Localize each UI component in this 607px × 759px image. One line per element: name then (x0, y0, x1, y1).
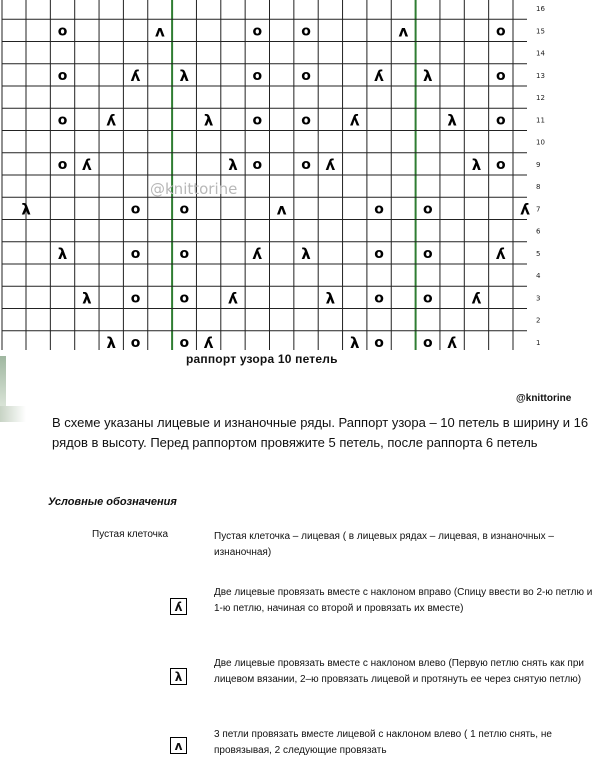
legend-title: Условные обозначения (48, 496, 177, 508)
yarn-over-symbol: o (130, 201, 141, 218)
row-number: 5 (536, 249, 541, 258)
pattern-description: В схеме указаны лицевые и изнаночные ряды. Раппорт узора – 10 петель в ширину и 16 рядов в высоту. Перед раппортом провяжите 5 петель, после раппорта 6 петель (52, 415, 589, 450)
k2tog-left-symbol: λ (106, 333, 116, 350)
k3tog-symbol: ʌ (155, 22, 165, 41)
yarn-over-symbol: o (57, 112, 68, 129)
k2tog-right-symbol: ʎ (520, 200, 531, 219)
k2tog-right-symbol: ʎ (495, 244, 506, 263)
yarn-over-symbol: o (301, 67, 311, 84)
k2tog-left-symbol: λ (82, 289, 92, 308)
yarn-over-symbol: o (252, 67, 263, 84)
yarn-over-symbol: o (57, 156, 68, 173)
author-credit: @knittorine (516, 393, 572, 404)
yarn-over-symbol: o (179, 290, 190, 307)
knitting-chart (0, 0, 607, 350)
yarn-over-symbol: o (130, 334, 141, 350)
row-number: 11 (536, 116, 545, 125)
row-number: 13 (536, 71, 545, 80)
row-number: 14 (536, 49, 545, 58)
row-number: 16 (536, 5, 545, 14)
row-number: 10 (536, 138, 545, 147)
yarn-over-symbol: o (422, 201, 433, 218)
legend-symbol-k2tog-left: λ (170, 668, 187, 685)
legend-symbol-k3tog-left: ʌ (170, 737, 187, 754)
k2tog-left-symbol: λ (203, 111, 214, 130)
k2tog-left-symbol: λ (423, 66, 433, 85)
k2tog-right-symbol: ʎ (130, 66, 141, 85)
row-number: 2 (536, 316, 541, 325)
k3tog-symbol: ʌ (276, 200, 287, 219)
k3tog-symbol: ʌ (398, 22, 409, 41)
yarn-over-symbol: o (130, 290, 141, 307)
yarn-over-symbol: o (496, 23, 506, 40)
k2tog-right-symbol: ʎ (81, 155, 92, 174)
k2tog-left-symbol: λ (471, 155, 482, 174)
yarn-over-symbol: o (252, 156, 263, 173)
k2tog-left-symbol: λ (57, 244, 68, 263)
yarn-over-symbol: o (301, 156, 311, 173)
row-number: 9 (536, 160, 541, 169)
legend-label-empty-cell: Пустая клеточка (92, 529, 169, 540)
yarn-over-symbol: o (252, 112, 263, 129)
k2tog-left-symbol: λ (325, 289, 336, 308)
legend-desc-k2tog-left: Две лицевые провязать вместе с наклоном влево (Первую петлю снять как при лицевом вязании, 2–ю провязать лицевой и протянуть ее через снятую петлю) (214, 658, 584, 685)
k2tog-left-symbol: λ (228, 155, 238, 174)
yarn-over-symbol: o (422, 334, 433, 350)
row-number: 8 (536, 183, 541, 192)
row-number: 12 (536, 94, 545, 103)
left-edge-decoration-2 (0, 406, 26, 422)
row-number: 7 (536, 205, 541, 214)
k2tog-left-symbol: λ (301, 244, 311, 263)
yarn-over-symbol: o (422, 245, 433, 262)
yarn-over-symbol: o (57, 67, 68, 84)
k2tog-right-symbol: ʎ (447, 333, 458, 350)
row-number: 3 (536, 294, 541, 303)
row-number: 15 (536, 27, 545, 36)
yarn-over-symbol: o (496, 156, 506, 173)
k2tog-right-symbol: ʎ (325, 155, 336, 174)
chart-caption: раппорт узора 10 петель (186, 352, 338, 366)
k2tog-right-symbol: ʎ (106, 111, 117, 130)
row-number: 4 (536, 272, 541, 281)
legend-desc-k3tog-left: 3 петли провязать вместе лицевой с наклоном влево ( 1 петлю снять, не провязывая, 2 следующие провязать (214, 729, 552, 756)
k2tog-right-symbol: ʎ (203, 333, 214, 350)
yarn-over-symbol: o (179, 334, 190, 350)
yarn-over-symbol: o (374, 201, 384, 218)
k2tog-right-symbol: ʎ (471, 289, 482, 308)
yarn-over-symbol: o (301, 23, 311, 40)
row-number: 6 (536, 227, 541, 236)
k2tog-left-symbol: λ (179, 66, 190, 85)
k2tog-right-symbol: ʎ (349, 111, 360, 130)
yarn-over-symbol: o (179, 201, 190, 218)
k2tog-right-symbol: ʎ (228, 289, 238, 308)
legend-desc-empty-cell: Пустая клеточка – лицевая ( в лицевых рядах – лицевая, в изнаночных – изнаночная) (214, 531, 554, 558)
yarn-over-symbol: o (179, 245, 190, 262)
yarn-over-symbol: o (422, 290, 433, 307)
k2tog-left-symbol: λ (447, 111, 457, 130)
k2tog-right-symbol: ʎ (374, 66, 384, 85)
yarn-over-symbol: o (130, 245, 141, 262)
k2tog-left-symbol: λ (349, 333, 360, 350)
yarn-over-symbol: o (301, 112, 311, 129)
yarn-over-symbol: o (374, 245, 384, 262)
chart-watermark: @knittorine (150, 180, 238, 198)
k2tog-left-symbol: λ (21, 200, 31, 219)
legend-desc-k2tog-right: Две лицевые провязать вместе с наклоном вправо (Спицу ввести во 2-ю петлю и 1-ю петлю, начиная со второй и провязать их вместе) (214, 587, 593, 614)
row-number: 1 (536, 338, 541, 347)
yarn-over-symbol: o (496, 67, 506, 84)
legend-symbol-k2tog-right: ʎ (170, 598, 187, 615)
yarn-over-symbol: o (374, 334, 384, 350)
k2tog-right-symbol: ʎ (252, 244, 263, 263)
yarn-over-symbol: o (374, 290, 384, 307)
yarn-over-symbol: o (57, 23, 68, 40)
yarn-over-symbol: o (252, 23, 263, 40)
yarn-over-symbol: o (496, 112, 506, 129)
